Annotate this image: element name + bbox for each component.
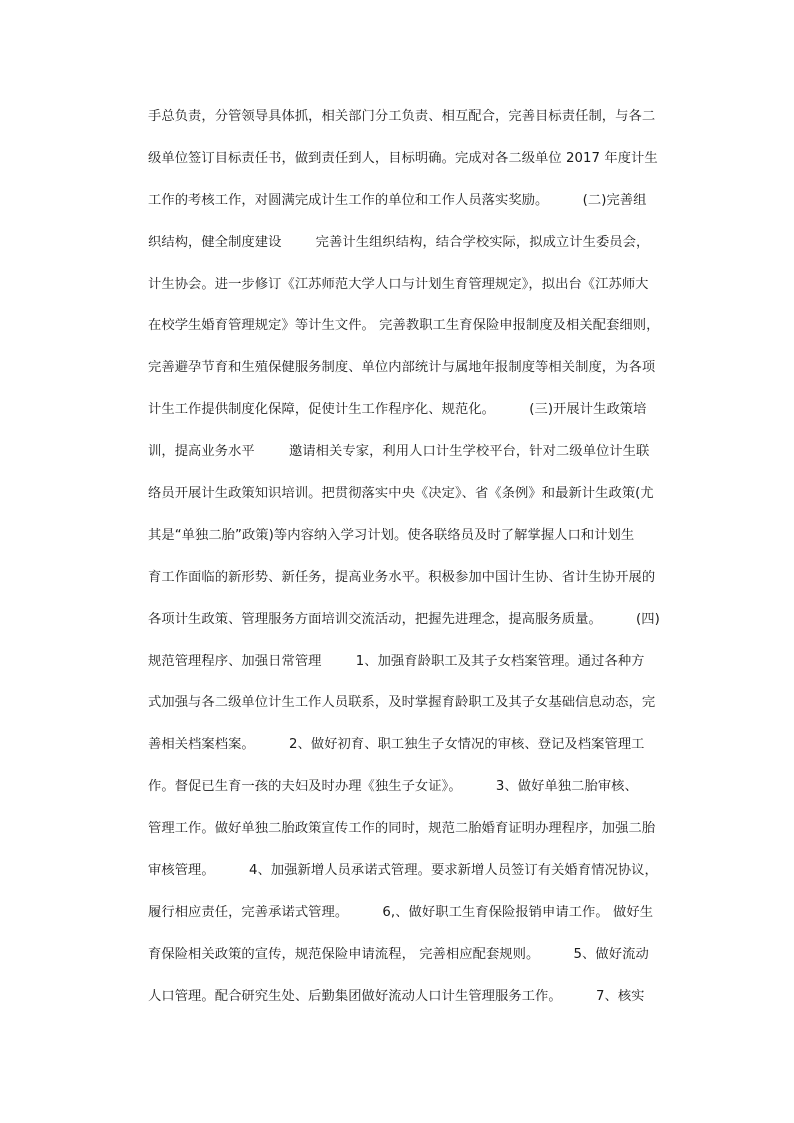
text-line: 人口管理。配合研究生处、后勤集团做好流动人口计生管理服务工作。 7、核实: [148, 988, 645, 1004]
text-line: 育保险相关政策的宣传，规范保险申请流程， 完善相应配套规则。 5、做好流动: [148, 946, 649, 962]
text-line: 规范管理程序、加强日常管理 1、加强育龄职工及其子女档案管理。通过各种方: [148, 653, 645, 669]
text-line: 计生协会。进一步修订《江苏师范大学人口与计划生育管理规定》，拟出台《江苏师大: [148, 276, 649, 292]
text-line: 管理工作。做好单独二胎政策宣传工作的同时，规范二胎婚育证明办理程序，加强二胎: [148, 821, 656, 837]
text-line: 手总负责，分管领导具体抓，相关部门分工负责、相互配合，完善目标责任制，与各二: [148, 109, 656, 124]
body-text: [148, 104, 688, 1026]
text-line: 审核管理。 4、加强新增人员承诺式管理。要求新增人员签订有关婚育情况协议，: [148, 863, 658, 879]
text-line: 在校学生婚育管理规定》等计生文件。 完善教职工生育保险申报制度及相关配套细则，: [148, 318, 660, 334]
text-line: 训，提高业务水平 邀请相关专家，利用人口计生学校平台，针对二级单位计生联: [148, 444, 650, 460]
text-line: 式加强与各二级单位计生工作人员联系，及时掌握育龄职工及其子女基础信息动态，完: [148, 695, 656, 711]
text-line: 各项计生政策、管理服务方面培训交流活动，把握先进理念，提高服务质量。 (四): [148, 611, 660, 627]
text-line: 其是“单独二胎”政策)等内容纳入学习计划。使各联络员及时了解掌握人口和计划生: [148, 527, 635, 543]
text-line: 计生工作提供制度化保障，促使计生工作程序化、规范化。 (三)开展计生政策培: [148, 402, 647, 418]
text-line: 善相关档案档案。 2、做好初育、职工独生子女情况的审核、登记及档案管理工: [148, 737, 645, 753]
text-line: 级单位签订目标责任书，做到责任到人，目标明确。完成对各二级单位 2017 年度计生: [148, 150, 658, 166]
text-line: 育工作面临的新形势、新任务，提高业务水平。积极参加中国计生协、省计生协开展的: [148, 569, 656, 585]
text-line: 作。督促已生育一孩的夫妇及时办理《独生子女证》。 3、做好单独二胎审核、: [148, 779, 638, 795]
text-line: 络员开展计生政策知识培训。把贯彻落实中央《决定》、省《条例》和最新计生政策(尤: [148, 486, 654, 502]
text-line: 完善避孕节育和生殖保健服务制度、单位内部统计与属地年报制度等相关制度，为各项: [148, 360, 656, 376]
text-line: 工作的考核工作，对圆满完成计生工作的单位和工作人员落实奖励。 (二)完善组: [148, 192, 647, 208]
text-line: 织结构，健全制度建设 完善计生组织结构，结合学校实际，拟成立计生委员会，: [148, 234, 650, 250]
text-line: 履行相应责任，完善承诺式管理。 6,、做好职工生育保险报销申请工作。 做好生: [148, 904, 654, 920]
